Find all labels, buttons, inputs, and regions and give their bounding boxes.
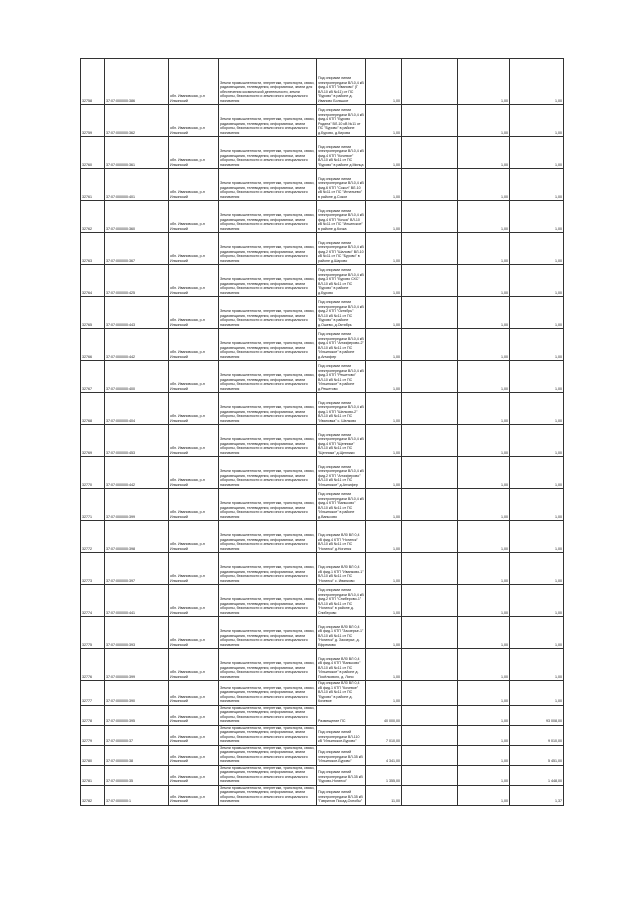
cadastral-number: 37:07:000000:442 xyxy=(105,329,169,361)
permitted-use: Под опорами ВЛ0 ВЛ 0,4 кВ фид.4 КТП "Вапьсово" ВЛ-10 кВ №11 от ПС "Ильинское" в районе д. Посёлкового, д. Липо xyxy=(317,649,366,681)
land-category: Земли промышленности, энергетики, транспорта, связи, радиовещания, телевидения, информатики, земли обороны, безопасности и земли иного специального назначения xyxy=(219,553,317,585)
table-row xyxy=(81,393,564,425)
cadastral-value: 1,00 xyxy=(510,201,564,233)
area-value: 7 010,00 xyxy=(366,725,402,745)
cadastral-number: 37:07:000000:397 xyxy=(105,553,169,585)
cadastral-number: 37:07:000000:400 xyxy=(105,361,169,393)
table-row xyxy=(81,137,564,169)
cadastral-value: 1,37 xyxy=(510,785,564,805)
table-row xyxy=(81,765,564,785)
coefficient-value: 1,00 xyxy=(458,649,510,681)
location: обл. Ивановская, р-н Ильинский xyxy=(169,393,219,425)
land-category: Земли промышленности, энергетики, транспорта, связи, радиовещания, телевидения, информатики, земли обороны, безопасности и земли иного специального назначения xyxy=(219,617,317,649)
land-category: Земли промышленности, энергетики, транспорта, связи, радиовещания, телевидения, информатики, земли обороны, безопасности и земли иного специального назначения xyxy=(219,765,317,785)
area-value: 1,00 xyxy=(366,585,402,617)
area-value: 1,00 xyxy=(366,489,402,521)
area-value: 1,00 xyxy=(366,169,402,201)
empty-cell xyxy=(402,585,458,617)
land-category: Земли промышленности, энергетики, транспорта, связи, радиовещания, телевидения, информатики, земли обороны, безопасности и земли иного специального назначения xyxy=(219,725,317,745)
table-row xyxy=(81,329,564,361)
permitted-use: Под опорами линии электропередачи ВЛ-0,4 кВ фид.2 КТП "Анчиферово" ВЛ-10 кВ №11 от ПС "Ильинское" д.Анчифер xyxy=(317,457,366,489)
land-category: Земли промышленности, энергетики, транспорта, связи, радиовещания, телевидения, информатики, земли обороны, безопасности и земли иного специального назначения xyxy=(219,489,317,521)
location: обл. Ивановская, р-н Ильинский xyxy=(169,765,219,785)
cadastral-number: 37:07:000000:399 xyxy=(105,649,169,681)
row-number: 32776 xyxy=(81,649,105,681)
table-row xyxy=(81,705,564,725)
row-number: 32780 xyxy=(81,745,105,765)
empty-cell xyxy=(402,649,458,681)
cadastral-value: 1 448,00 xyxy=(510,765,564,785)
empty-cell xyxy=(402,521,458,553)
location: обл. Ивановская, р-н Ильинский xyxy=(169,745,219,765)
area-value: 1,00 xyxy=(366,233,402,265)
land-category: Земли промышленности, энергетики, транспорта, связи, радиовещания, телевидения, информатики, земли обороны, безопасности и земли иного специального назначения xyxy=(219,705,317,725)
area-value: 1 355,00 xyxy=(366,765,402,785)
location: обл. Ивановская, р-н Ильинский xyxy=(169,457,219,489)
land-category: Земли промышленности, энергетики, транспорта, связи, радиовещания, телевидения, информатики, земли обороны, безопасности и земли иного специального назначения xyxy=(219,521,317,553)
area-value: 1,00 xyxy=(366,105,402,137)
area-value: 1,00 xyxy=(366,361,402,393)
table-row xyxy=(81,785,564,805)
permitted-use: Под опорами линий электропередачи ВЛ-35 кВ "Гаврилов Посад-Оснобы" xyxy=(317,785,366,805)
location: обл. Ивановская, р-н Ильинский xyxy=(169,553,219,585)
cadastral-value: 1,00 xyxy=(510,297,564,329)
area-value: 1,00 xyxy=(366,649,402,681)
area-value: 1,00 xyxy=(366,59,402,105)
location: обл. Ивановская, р-н Ильинский xyxy=(169,105,219,137)
land-category: Земли промышленности, энергетики, транспорта, связи, радиовещания, телевидения, информатики, земли обороны, безопасности и земли иного специального назначения xyxy=(219,745,317,765)
permitted-use: Под опорами линии электропередачи ВЛ-0,4 кВ фид.4 КТП "Иваново" (Г ВЛ-10 кВ №11) от ПС "Бурово" в районе д. Иваново Большое xyxy=(317,59,366,105)
cadastral-value: 1,00 xyxy=(510,329,564,361)
area-value: 1,00 xyxy=(366,457,402,489)
cadastral-number: 37:07:000000:390 xyxy=(105,681,169,706)
empty-cell xyxy=(402,617,458,649)
location: обл. Ивановская, р-н Ильинский xyxy=(169,265,219,297)
cadastral-number: 37:07:000000:442 xyxy=(105,457,169,489)
row-number: 32779 xyxy=(81,725,105,745)
cadastral-value: 93 008,00 xyxy=(510,705,564,725)
table-row xyxy=(81,617,564,649)
permitted-use: Под опорами линии электропередачи ВЛ-0,4 кВ фид.4 КТП "Анчиферово-2" ВЛ-10 кВ №11 от ПС "Ильинское" в районе д.Анчифер xyxy=(317,329,366,361)
coefficient-value: 1,00 xyxy=(458,489,510,521)
table-row xyxy=(81,105,564,137)
row-number: 32759 xyxy=(81,105,105,137)
coefficient-value: 1,00 xyxy=(458,265,510,297)
empty-cell xyxy=(402,59,458,105)
area-value: 1,00 xyxy=(366,681,402,706)
coefficient-value: 1,00 xyxy=(458,297,510,329)
cadastral-number: 37:07:000000:386 xyxy=(105,59,169,105)
location: обл. Ивановская, р-н Ильинский xyxy=(169,425,219,457)
location: обл. Ивановская, р-н Ильинский xyxy=(169,329,219,361)
row-number: 32764 xyxy=(81,265,105,297)
empty-cell xyxy=(402,457,458,489)
cadastral-number: 37:07:000000:362 xyxy=(105,105,169,137)
cadastral-number: 37:07:000000:395 xyxy=(105,705,169,725)
coefficient-value: 1,00 xyxy=(458,329,510,361)
location: обл. Ивановская, р-н Ильинский xyxy=(169,137,219,169)
empty-cell xyxy=(402,705,458,725)
empty-cell xyxy=(402,393,458,425)
cadastral-number: 37:07:000000:35 xyxy=(105,765,169,785)
cadastral-number: 37:07:000000:367 xyxy=(105,233,169,265)
permitted-use: Под опорами линии электропередачи ВЛ-0,4 кВ фид.2 КТП "Октябрь" ВЛ-10 кВ №11 от ПС "Бурово" в районе д.Ошево, д.Октябрь xyxy=(317,297,366,329)
permitted-use: Под опорами линии электропередачи ВЛ-0,4 кВ фид.6 КТП "Сокол" ВЛ-10 кВ №11 от ПС "Игнатьево" в районе д.Сокол xyxy=(317,169,366,201)
empty-cell xyxy=(402,297,458,329)
permitted-use: Под опорами линии электропередачи ВЛ-0,4 кВ фид.2 КТП "Спиберово-1" ВЛ-10 кВ №11 от ПС "Ногинск" в районе д. Спиберово xyxy=(317,585,366,617)
cadastral-value: 1,00 xyxy=(510,361,564,393)
table-row xyxy=(81,59,564,105)
table-row xyxy=(81,457,564,489)
permitted-use: Под опорами линий электропередачи ВЛ-35 кВ "Ильинское-Бурово" xyxy=(317,745,366,765)
permitted-use: Под опорами линии электропередачи ВЛ-0,4 кВ фид.4 КТП "Вапьсово" ВЛ-10 кВ №11 от ПС "Ильинское" в районе д.Вапьсово xyxy=(317,489,366,521)
permitted-use: Под опорами ВЛ0 ВЛ 0,4 кВ фид.4 КТП "Ногинск" ВЛ-10 кВ №11 от ПС "Ногинск" д.Ногинск xyxy=(317,521,366,553)
cadastral-number: 37:07:000000:398 xyxy=(105,521,169,553)
cadastral-number: 37:07:000000:38 xyxy=(105,745,169,765)
table-row xyxy=(81,745,564,765)
permitted-use: Под опорами линий электропередачи ВЛ-110 кВ "Ильинское-Бурово" xyxy=(317,725,366,745)
cadastral-number: 37:07:000000:453 xyxy=(105,425,169,457)
empty-cell xyxy=(402,765,458,785)
empty-cell xyxy=(402,681,458,706)
coefficient-value: 1,00 xyxy=(458,705,510,725)
permitted-use: Под опорами линии электропередачи ВЛ-0,4 кВ фид.4 КТП "Кочевое" ВЛ-10 кВ №11 от ПС "Бурово" в районе д.Минца xyxy=(317,137,366,169)
table-row xyxy=(81,725,564,745)
row-number: 32775 xyxy=(81,617,105,649)
cadastral-number: 37:07:000000:399 xyxy=(105,489,169,521)
land-category: Земли промышленности, энергетики, транспорта, связи, радиовещания, телевидения, информатики, земли обороны, безопасности и земли иного специального назначения xyxy=(219,233,317,265)
area-value: 1,00 xyxy=(366,265,402,297)
land-category: Земли промышленности, энергетики, транспорта, связи, радиовещания, телевидения, информатики, земли обороны, безопасности и земли иного специального назначения xyxy=(219,361,317,393)
empty-cell xyxy=(402,425,458,457)
cadastral-value: 1,00 xyxy=(510,59,564,105)
coefficient-value: 1,00 xyxy=(458,553,510,585)
row-number: 32777 xyxy=(81,681,105,706)
land-category: Земли промышленности, энергетики, транспорта, связи, радиовещания, телевидения, информатики, земли обороны, безопасности и земли иного специального назначения xyxy=(219,785,317,805)
permitted-use: Под опорами ВЛ0 ВЛ 0,4 кВ фид.1 КТП "Заозерье-1" ВЛ-10 кВ №11 от ПС "Ногинск" д. Заозерье, д. Ефремово xyxy=(317,617,366,649)
empty-cell xyxy=(402,233,458,265)
area-value: 1,00 xyxy=(366,137,402,169)
row-number: 32758 xyxy=(81,59,105,105)
row-number: 32761 xyxy=(81,169,105,201)
area-value: 1,00 xyxy=(366,393,402,425)
cadastral-number: 37:07:000000:393 xyxy=(105,617,169,649)
coefficient-value: 1,00 xyxy=(458,201,510,233)
row-number: 32767 xyxy=(81,361,105,393)
permitted-use: Под опорами линии электропередачи ВЛ-0,4 кВ фид.3 КТП "Бурово СХС" ВЛ-10 кВ №11 от ПС "Бурово" в районе д.Бурово xyxy=(317,265,366,297)
coefficient-value: 1,00 xyxy=(458,585,510,617)
table-row xyxy=(81,681,564,706)
permitted-use: Под опорами ВЛ0 ВЛ 0,4 кВ фид.1 КТП "Иванково-1" ВЛ-10 кВ №11 от ПС "Ногинск" с. Иванково xyxy=(317,553,366,585)
cadastral-value: 1,00 xyxy=(510,233,564,265)
table-row xyxy=(81,361,564,393)
cadastral-number: 37:07:000000:443 xyxy=(105,297,169,329)
location: обл. Ивановская, р-н Ильинский xyxy=(169,705,219,725)
cadastral-value: 1,00 xyxy=(510,649,564,681)
empty-cell xyxy=(402,105,458,137)
empty-cell xyxy=(402,725,458,745)
cadastral-number: 37:07:000000:37 xyxy=(105,725,169,745)
coefficient-value: 1,00 xyxy=(458,521,510,553)
area-value: 1,00 xyxy=(366,201,402,233)
location: обл. Ивановская, р-н Ильинский xyxy=(169,617,219,649)
row-number: 32774 xyxy=(81,585,105,617)
cadastral-number: 37:07:000000:1 xyxy=(105,785,169,805)
row-number: 32765 xyxy=(81,297,105,329)
coefficient-value: 1,00 xyxy=(458,765,510,785)
empty-cell xyxy=(402,169,458,201)
permitted-use: Под опорами линии электропередачи ВЛ-0,4 кВ фид.2 КТП "Шалово" ВЛ-10 кВ №11 от ПС "Бурово" в районе д.Шарово xyxy=(317,233,366,265)
land-category: Земли промышленности, энергетики, транспорта, связи, радиовещания, телевидения, информатики, земли обороны, безопасности и земли иного специального назначения xyxy=(219,105,317,137)
permitted-use: Под опорами ВЛ0 ВЛ 0,4 кВ фид.1 КТП "Кочевое" ВЛ-10 кВ №11 от ПС "Бурово" в районе д. Кочевое xyxy=(317,681,366,706)
location: обл. Ивановская, р-н Ильинский xyxy=(169,785,219,805)
row-number: 32781 xyxy=(81,765,105,785)
row-number: 32771 xyxy=(81,489,105,521)
location: обл. Ивановская, р-н Ильинский xyxy=(169,649,219,681)
row-number: 32766 xyxy=(81,329,105,361)
location: обл. Ивановская, р-н Ильинский xyxy=(169,169,219,201)
cadastral-value: 1,00 xyxy=(510,489,564,521)
coefficient-value: 1,00 xyxy=(458,233,510,265)
cadastral-value: 1,00 xyxy=(510,521,564,553)
location: обл. Ивановская, р-н Ильинский xyxy=(169,521,219,553)
empty-cell xyxy=(402,489,458,521)
table-row xyxy=(81,649,564,681)
location: обл. Ивановская, р-н Ильинский xyxy=(169,725,219,745)
location: обл. Ивановская, р-н Ильинский xyxy=(169,361,219,393)
cadastral-number: 37:07:000000:404 xyxy=(105,393,169,425)
cadastral-value: 1,00 xyxy=(510,585,564,617)
table-row xyxy=(81,521,564,553)
cadastral-value: 9 010,00 xyxy=(510,725,564,745)
area-value: 1,00 xyxy=(366,297,402,329)
cadastral-value: 1,00 xyxy=(510,105,564,137)
cadastral-value: 1,00 xyxy=(510,425,564,457)
empty-cell xyxy=(402,265,458,297)
table-row xyxy=(81,297,564,329)
area-value: 4 341,00 xyxy=(366,745,402,765)
coefficient-value: 1,00 xyxy=(458,137,510,169)
row-number: 32782 xyxy=(81,785,105,805)
empty-cell xyxy=(402,745,458,765)
row-number: 32760 xyxy=(81,137,105,169)
coefficient-value: 1,00 xyxy=(458,169,510,201)
cadastral-value: 1,00 xyxy=(510,457,564,489)
empty-cell xyxy=(402,553,458,585)
cadastral-number: 37:07:000000:361 xyxy=(105,137,169,169)
cadastral-number: 37:07:000000:360 xyxy=(105,201,169,233)
table-body xyxy=(81,59,564,806)
row-number: 32769 xyxy=(81,425,105,457)
area-value: 11,00 xyxy=(366,785,402,805)
permitted-use: Размещение ПС xyxy=(317,705,366,725)
coefficient-value: 1,00 xyxy=(458,725,510,745)
row-number: 32770 xyxy=(81,457,105,489)
cadastral-value: 1,00 xyxy=(510,681,564,706)
land-register-table xyxy=(80,58,564,806)
area-value: 1,00 xyxy=(366,329,402,361)
cadastral-value: 1,00 xyxy=(510,169,564,201)
row-number: 32768 xyxy=(81,393,105,425)
location: обл. Ивановская, р-н Ильинский xyxy=(169,59,219,105)
register-sheet xyxy=(80,58,563,887)
location: обл. Ивановская, р-н Ильинский xyxy=(169,489,219,521)
area-value: 1,00 xyxy=(366,521,402,553)
table-row xyxy=(81,585,564,617)
area-value: 40 000,00 xyxy=(366,705,402,725)
coefficient-value: 1,00 xyxy=(458,393,510,425)
land-category: Земли промышленности, энергетики, транспорта, связи, радиовещания, телевидения, информатики, земли обороны, безопасности и земли иного специального назначения xyxy=(219,393,317,425)
coefficient-value: 1,00 xyxy=(458,425,510,457)
permitted-use: Под опорами линии электропередачи ВЛ-0,4 кВ фид.4 КТП "Кочка" ВЛ-10 кВ №11 от ПС "Ильинское" в районе д.Кочка xyxy=(317,201,366,233)
permitted-use: Под опорами линий электропередачи ВЛ-35 кВ "Бурово-Ногинск" xyxy=(317,765,366,785)
cadastral-number: 37:07:000000:425 xyxy=(105,265,169,297)
location: обл. Ивановская, р-н Ильинский xyxy=(169,233,219,265)
empty-cell xyxy=(402,201,458,233)
table-row xyxy=(81,425,564,457)
cadastral-value: 1,00 xyxy=(510,265,564,297)
coefficient-value: 1,00 xyxy=(458,59,510,105)
land-category: Земли промышленности, энергетики, транспорта, связи, радиовещания, телевидения, информатики, земли обороны, безопасности и земли иного специального назначения xyxy=(219,201,317,233)
empty-cell xyxy=(402,361,458,393)
area-value: 1,00 xyxy=(366,617,402,649)
coefficient-value: 1,00 xyxy=(458,105,510,137)
table-row xyxy=(81,265,564,297)
area-value: 1,00 xyxy=(366,425,402,457)
coefficient-value: 1,00 xyxy=(458,361,510,393)
cadastral-number: 37:07:000000:441 xyxy=(105,585,169,617)
land-category: Земли промышленности, энергетики, транспорта, связи, радиовещания, телевидения, информатики, земли обороны, безопасности и земли иного специального назначения xyxy=(219,265,317,297)
land-category: Земли промышленности, энергетики, транспорта, связи, радиовещания, телевидения, информатики, земли обороны, безопасности и земли иного специального назначения xyxy=(219,329,317,361)
empty-cell xyxy=(402,329,458,361)
permitted-use: Под опорами линии электропередачи ВЛ-0,4 кВ фид.1 КТП "Шелково-2" ВЛ-10 кВ №11 от ПС "Ивановка" с. Шелково xyxy=(317,393,366,425)
cadastral-value: 5 451,00 xyxy=(510,745,564,765)
coefficient-value: 1,00 xyxy=(458,457,510,489)
row-number: 32762 xyxy=(81,201,105,233)
land-category: Земли промышленности, энергетики, транспорта, связи, радиовещания, телевидения, информатики, земли обороны, безопасности и земли иного специального назначения xyxy=(219,585,317,617)
empty-cell xyxy=(402,785,458,805)
cadastral-value: 1,00 xyxy=(510,617,564,649)
permitted-use: Под опорами линии электропередачи ВЛ-0,4 кВ фид.4 КТП "Бурово Родина" ВЛ-10 кВ №11 от ПС "Бурово" в районе д.Бурово, д.Кирова xyxy=(317,105,366,137)
row-number: 32773 xyxy=(81,553,105,585)
cadastral-value: 1,00 xyxy=(510,553,564,585)
table-row xyxy=(81,169,564,201)
coefficient-value: 1,00 xyxy=(458,745,510,765)
location: обл. Ивановская, р-н Ильинский xyxy=(169,585,219,617)
location: обл. Ивановская, р-н Ильинский xyxy=(169,297,219,329)
land-category: Земли промышленности, энергетики, транспорта, связи, радиовещания, телевидения, информатики, земли обороны, безопасности и земли иного специального назначения xyxy=(219,169,317,201)
land-category: Земли промышленности, энергетики, транспорта, связи, радиовещания, телевидения, информатики, земли обороны, безопасности и земли иного специального назначения xyxy=(219,297,317,329)
table-row xyxy=(81,201,564,233)
area-value: 1,00 xyxy=(366,553,402,585)
land-category: Земли промышленности, энергетики, транспорта, связи, радиовещания, телевидения, информатики, земли для обеспечения космической деятельности, земли обороны, безопасности и земли иного специального назначения xyxy=(219,59,317,105)
coefficient-value: 1,00 xyxy=(458,617,510,649)
table-row xyxy=(81,553,564,585)
location: обл. Ивановская, р-н Ильинский xyxy=(169,201,219,233)
empty-cell xyxy=(402,137,458,169)
land-category: Земли промышленности, энергетики, транспорта, связи, радиовещания, телевидения, информатики, земли обороны, безопасности и земли иного специального назначения xyxy=(219,649,317,681)
coefficient-value: 1,00 xyxy=(458,785,510,805)
permitted-use: Под опорами линии электропередачи ВЛ-0,4 кВ фид.3 КТП "Решетово" ВЛ-10 кВ №11 от ПС "Ильинское" в районе д.Решетово xyxy=(317,361,366,393)
row-number: 32772 xyxy=(81,521,105,553)
land-category: Земли промышленности, энергетики, транспорта, связи, радиовещания, телевидения, информатики, земли обороны, безопасности и земли иного специального назначения xyxy=(219,457,317,489)
land-category: Земли промышленности, энергетики, транспорта, связи, радиовещания, телевидения, информатики, земли обороны, безопасности и земли иного специального назначения xyxy=(219,425,317,457)
location: обл. Ивановская, р-н Ильинский xyxy=(169,681,219,706)
cadastral-value: 1,00 xyxy=(510,393,564,425)
table-row xyxy=(81,489,564,521)
cadastral-number: 37:07:000000:401 xyxy=(105,169,169,201)
coefficient-value: 1,00 xyxy=(458,681,510,706)
table-row xyxy=(81,233,564,265)
land-category: Земли промышленности, энергетики, транспорта, связи, радиовещания, телевидения, информатики, земли обороны, безопасности и земли иного специального назначения xyxy=(219,681,317,706)
row-number: 32763 xyxy=(81,233,105,265)
land-category: Земли промышленности, энергетики, транспорта, связи, радиовещания, телевидения, информатики, земли обороны, безопасности и земли иного специального назначения xyxy=(219,137,317,169)
cadastral-value: 1,00 xyxy=(510,137,564,169)
permitted-use: Под опорами линии электропередачи ВЛ-0,4 кВ фид.4 КТП "Щенники" ВЛ-10 кВ №11 от ПС "Щенники" д.Щенники xyxy=(317,425,366,457)
row-number: 32778 xyxy=(81,705,105,725)
